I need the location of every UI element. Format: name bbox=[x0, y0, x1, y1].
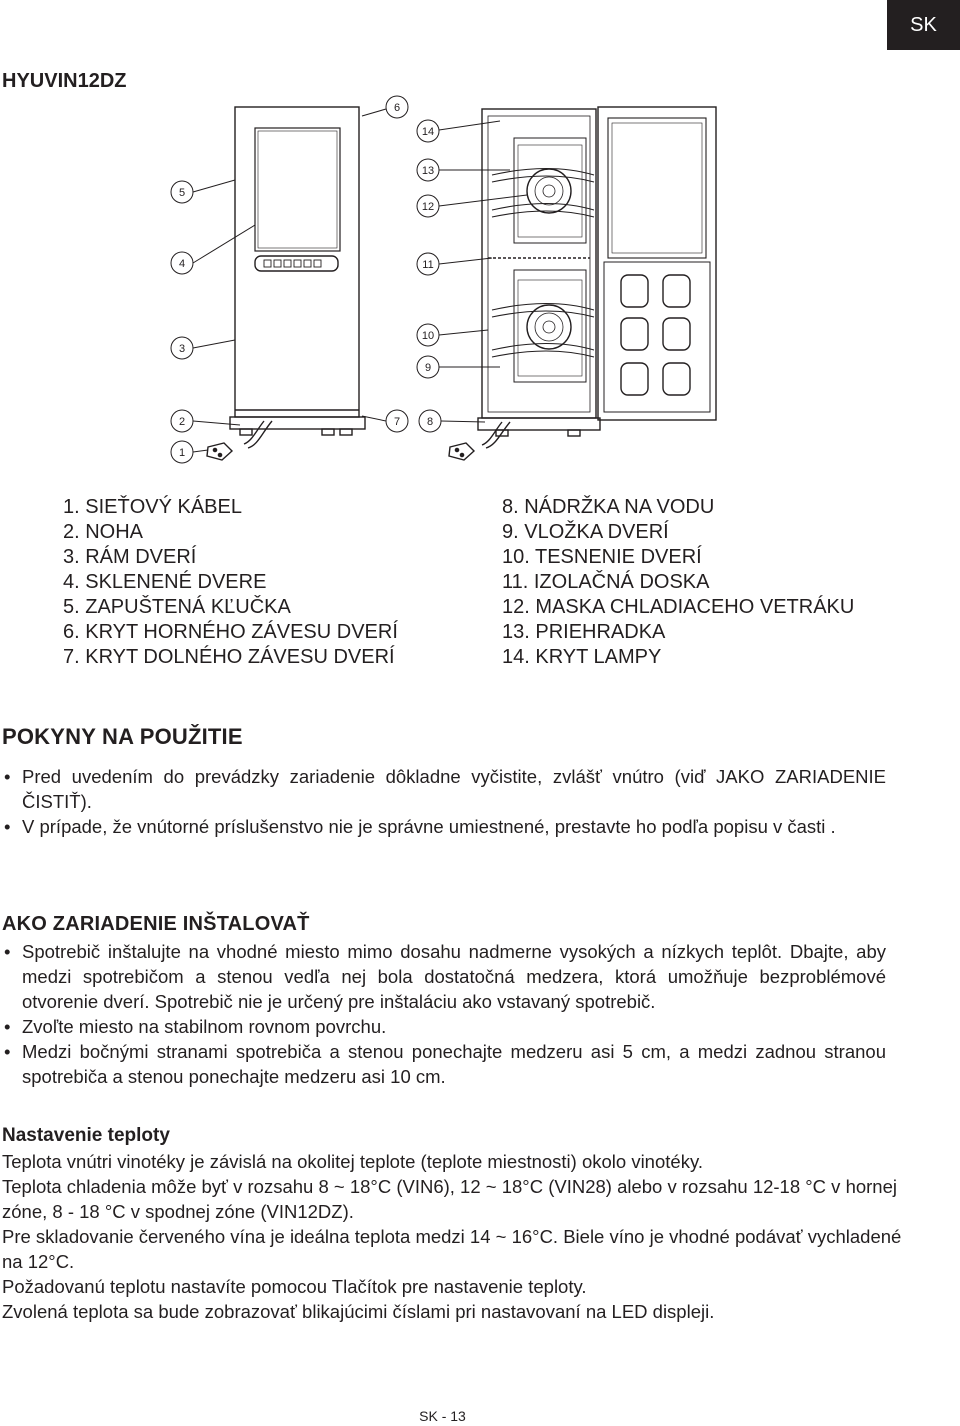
wine-cooler-diagram bbox=[150, 92, 730, 472]
usage-heading: POKYNY NA POUŽITIE bbox=[2, 724, 243, 749]
callouts bbox=[171, 96, 527, 463]
callout-number: 14 bbox=[421, 126, 435, 138]
part-item: 14. KRYT LAMPY bbox=[502, 646, 662, 668]
open-view bbox=[449, 107, 716, 460]
callout-number: 3 bbox=[178, 343, 186, 355]
temperature-text bbox=[2, 1149, 902, 1324]
part-item: 3. RÁM DVERÍ bbox=[63, 546, 197, 568]
list-item: • Pred uvedením do prevádzky zariadenie dôkladne vyčistite, zvlášť vnútro (viď JAKO ZARIADENIE ČISTIŤ). bbox=[2, 764, 886, 814]
language-tab: SK bbox=[887, 0, 960, 50]
callout-number: 13 bbox=[421, 165, 435, 177]
callout-number: 4 bbox=[178, 258, 186, 270]
callout-1 bbox=[171, 441, 208, 463]
callout-number: 11 bbox=[422, 259, 434, 271]
paragraph-line: Požadovanú teplotu nastavíte pomocou Tlačítok pre nastavenie teploty. bbox=[2, 1276, 587, 1297]
part-item: 9. VLOŽKA DVERÍ bbox=[502, 521, 669, 543]
list-item: • Medzi bočnými stranami spotrebiča a stenou ponechajte medzeru asi 5 cm, a medzi zadnou stranou spotrebiča a stenou ponechajte medzeru asi 10 cm. bbox=[2, 1039, 886, 1089]
callout-number: 7 bbox=[393, 416, 401, 428]
part-item: 1. SIEŤOVÝ KÁBEL bbox=[63, 496, 242, 518]
page-number: SK - 13 bbox=[419, 1408, 466, 1424]
part-item: 4. SKLENENÉ DVERE bbox=[63, 571, 267, 593]
callout-number: 1 bbox=[178, 447, 186, 459]
callout-6 bbox=[362, 96, 408, 118]
paragraph-line: Teplota vnútri vinotéky je závislá na okolitej teplote (teplote miestnosti) okolo vinotéky. bbox=[2, 1151, 703, 1172]
parts-list-left bbox=[63, 495, 398, 670]
temperature-heading: Nastavenie teploty bbox=[2, 1125, 170, 1146]
callout-7 bbox=[362, 410, 408, 432]
usage-list bbox=[2, 764, 886, 839]
callout-number: 12 bbox=[421, 201, 435, 213]
list-item: • Zvoľte miesto na stabilnom rovnom povrchu. bbox=[2, 1014, 886, 1039]
callout-number: 8 bbox=[426, 416, 434, 428]
part-item: 10. TESNENIE DVERÍ bbox=[502, 546, 702, 568]
list-item: • Spotrebič inštalujte na vhodné miesto mimo dosahu nadmerne vysokých a nízkych teplôt. Dbajte, aby medzi spotrebičom a stenou vedľa nej bola dostatočná medzera, ktorá umožňuje bezproblémové otvorenie dverí. Spotrebič nie je určený pre inštaláciu ako vstavaný spotrebič. bbox=[2, 939, 886, 1014]
list-item: • V prípade, že vnútorné príslušenstvo nie je správne umiestnené, prestavte ho podľa popisu v časti . bbox=[2, 814, 886, 839]
paragraph-line: Teplota chladenia môže byť v rozsahu 8 ~ 18°C (VIN6), 12 ~ 18°C (VIN28) alebo v rozsahu 12-18 °C v hornej zóne, 8 - 18 °C v spodnej zóne (VIN12DZ). bbox=[2, 1176, 897, 1222]
callout-number: 5 bbox=[178, 187, 186, 199]
part-item: 11. IZOLAČNÁ DOSKA bbox=[502, 571, 710, 593]
part-item: 5. ZAPUŠTENÁ KĽUČKA bbox=[63, 596, 291, 618]
install-list bbox=[2, 939, 886, 1089]
parts-list-right bbox=[502, 495, 854, 670]
front-view bbox=[207, 107, 365, 460]
part-item: 7. KRYT DOLNÉHO ZÁVESU DVERÍ bbox=[63, 646, 395, 668]
part-item: 2. NOHA bbox=[63, 521, 144, 543]
callout-number: 10 bbox=[421, 330, 435, 342]
paragraph-line: Pre skladovanie červeného vína je ideálna teplota medzi 14 ~ 16°C. Biele víno je vhodné podávať vychladené na 12°C. bbox=[2, 1226, 902, 1272]
callout-number: 6 bbox=[393, 102, 401, 114]
model-title: HYUVIN12DZ bbox=[2, 70, 127, 92]
callout-number: 9 bbox=[424, 362, 432, 374]
part-item: 13. PRIEHRADKA bbox=[502, 621, 666, 643]
part-item: 12. MASKA CHLADIACEHO VETRÁKU bbox=[502, 596, 855, 618]
callout-numbers bbox=[179, 102, 434, 459]
callout-number: 2 bbox=[178, 416, 186, 428]
part-item: 8. NÁDRŽKA NA VODU bbox=[502, 496, 715, 518]
part-item: 6. KRYT HORNÉHO ZÁVESU DVERÍ bbox=[63, 621, 398, 643]
install-heading: AKO ZARIADENIE INŠTALOVAŤ bbox=[2, 913, 310, 935]
paragraph-line: Zvolená teplota sa bude zobrazovať blikajúcimi číslami pri nastavovaní na LED displeji. bbox=[2, 1301, 715, 1322]
